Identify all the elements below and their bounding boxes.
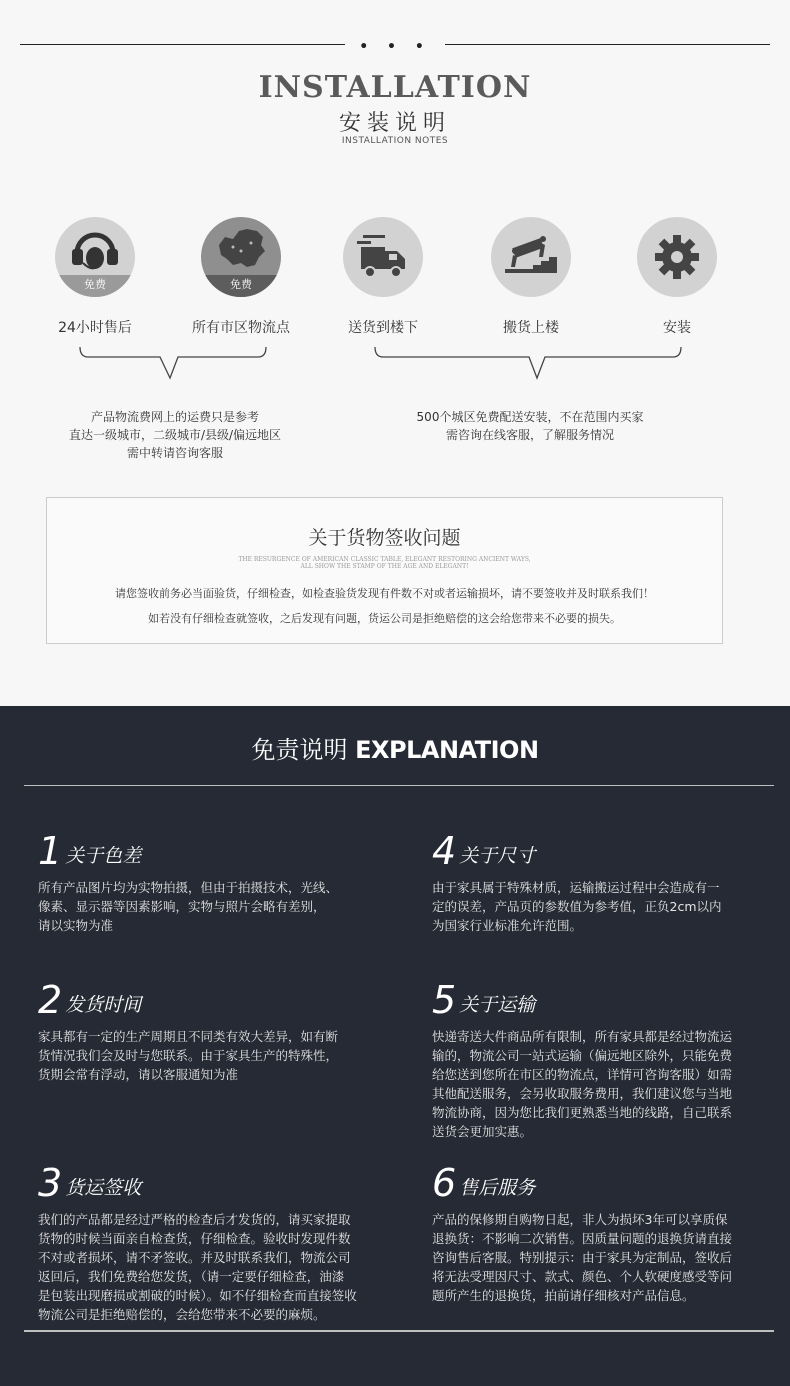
- step-label: 24小时售后: [58, 320, 132, 336]
- explanation-title: 免责说明 EXPLANATION: [251, 736, 539, 764]
- explanation-item-receipt: 3 货运签收 我们的产品都是经过严格的检查后才发货的，请买家提取 货物的时候当面亲自检查货，仔细检查。验收时发现件数 不对或者损坏，请不矛签收。并及时联系我们，物流公司 返回后，我们免费给您发货，（请一定要仔细检查，油漆 是包装出现磨损或割破的时候）。如不仔细检查而直接签收 物流公司是拒绝赔偿的，会给您带来不必要的麻烦。: [38, 1161, 357, 1322]
- step-carry-upstairs: [491, 217, 571, 336]
- explanation-item-shipping-time: 2 发货时间 家具都有一定的生产周期且不同类有效大差异，如有断 货情况我们会及时与您联系。由于家具生产的特殊性， 货期会常有浮动，请以客服通知为准: [38, 978, 339, 1082]
- step-label: 送货到楼下: [348, 320, 418, 336]
- page-title-cn: 安装说明: [338, 111, 451, 136]
- step-circle: [637, 217, 717, 297]
- top-divider: [20, 39, 770, 55]
- explanation-item-after-sales: 6 售后服务 产品的保修期自购物日起，非人为损坏3年可以享质保 退换货：不影响二次销售。因质量问题的退换货请直接 咨询售后客服。特别提示：由于家具为定制品，签收后 将无法受理因尺寸、款式、颜色、个人软硬度感受等问 题所产生的退换货，拍前请仔细核对产品信息。: [432, 1161, 733, 1303]
- step-circle: [491, 217, 571, 297]
- step-logistics-points: [192, 217, 290, 336]
- china-map-icon: [211, 223, 271, 273]
- step-label: 安装: [663, 320, 691, 336]
- carry-upstairs-icon: [501, 227, 561, 287]
- receipt-line-1: 请您签收前务必当面验货，仔细检查，如检查验货发现有件数不对或者运输损坏，请不要签收并及时联系我们！: [115, 587, 654, 600]
- step-label: 搬货上楼: [503, 320, 559, 336]
- receipt-line-2: 如若没有仔细检查就签收，之后发现有问题，货运公司是拒绝赔偿的这会给您带来不必要的损失。: [148, 612, 621, 625]
- step-circle: [55, 217, 135, 297]
- explanation-item-transport: 5 关于运输 快递寄送大件商品所有限制，所有家具都是经过物流运 输的，物流公司一站式运输（偏远地区除外，只能免费 给您送到您所在市区的物流点，详情可咨询客服）如需 其他配送服务，会另收取服务费用，我们建议您与当地 物流协商，因为您比我们更熟悉当地的线路，自己联系 送货会更加实惠。: [432, 978, 733, 1139]
- headset-icon: [65, 223, 125, 273]
- free-badge: 免费: [55, 275, 135, 297]
- step-delivery: [343, 217, 423, 336]
- explanation-bottom-divider: [24, 1330, 774, 1332]
- free-badge: 免费: [201, 275, 281, 297]
- explanation-section: [0, 706, 790, 1386]
- page-subtitle: INSTALLATION NOTES: [341, 136, 449, 146]
- step-install: [637, 217, 717, 336]
- page-title-en: INSTALLATION: [258, 70, 532, 105]
- shipping-note: 产品物流费网上的运费只是参考 直达一级城市，二级城市/县级/偏远地区 需中转请咨询客服: [68, 410, 282, 460]
- receipt-fine-print: THE RESURGENCE OF AMERICAN CLASSIC TABLE, ELEGANT RESTORING ANCIENT WAYS, ALL SHOW THE STAMP OF THE AGE AND ELEGANT!: [238, 556, 531, 570]
- receipt-notice-box: [46, 497, 723, 644]
- step-after-sales: [55, 217, 135, 336]
- step-circle: [201, 217, 281, 297]
- divider-dots: • • •: [359, 39, 431, 55]
- left-bracket: [78, 345, 268, 381]
- gear-icon: [647, 227, 707, 287]
- truck-icon: [353, 229, 413, 289]
- step-circle: [343, 217, 423, 297]
- explanation-divider: [24, 785, 774, 786]
- explanation-item-color: 1 关于色差 所有产品图片均为实物拍摄，但由于拍摄技术，光线、 像素、显示器等因素影响，实物与照片会略有差别， 请以实物为准: [38, 829, 339, 933]
- service-note: 500个城区免费配送安装，不在范围内买家 需咨询在线客服，了解服务情况: [416, 410, 644, 442]
- receipt-title: 关于货物签收问题: [308, 527, 461, 549]
- step-label: 所有市区物流点: [192, 320, 290, 336]
- explanation-item-size: 4 关于尺寸 由于家具属于特殊材质，运输搬运过程中会造成有一 定的误差，产品页的参数值为参考值，正负2cm以内 为国家行业标准允许范围。: [432, 829, 722, 933]
- right-bracket: [373, 345, 683, 381]
